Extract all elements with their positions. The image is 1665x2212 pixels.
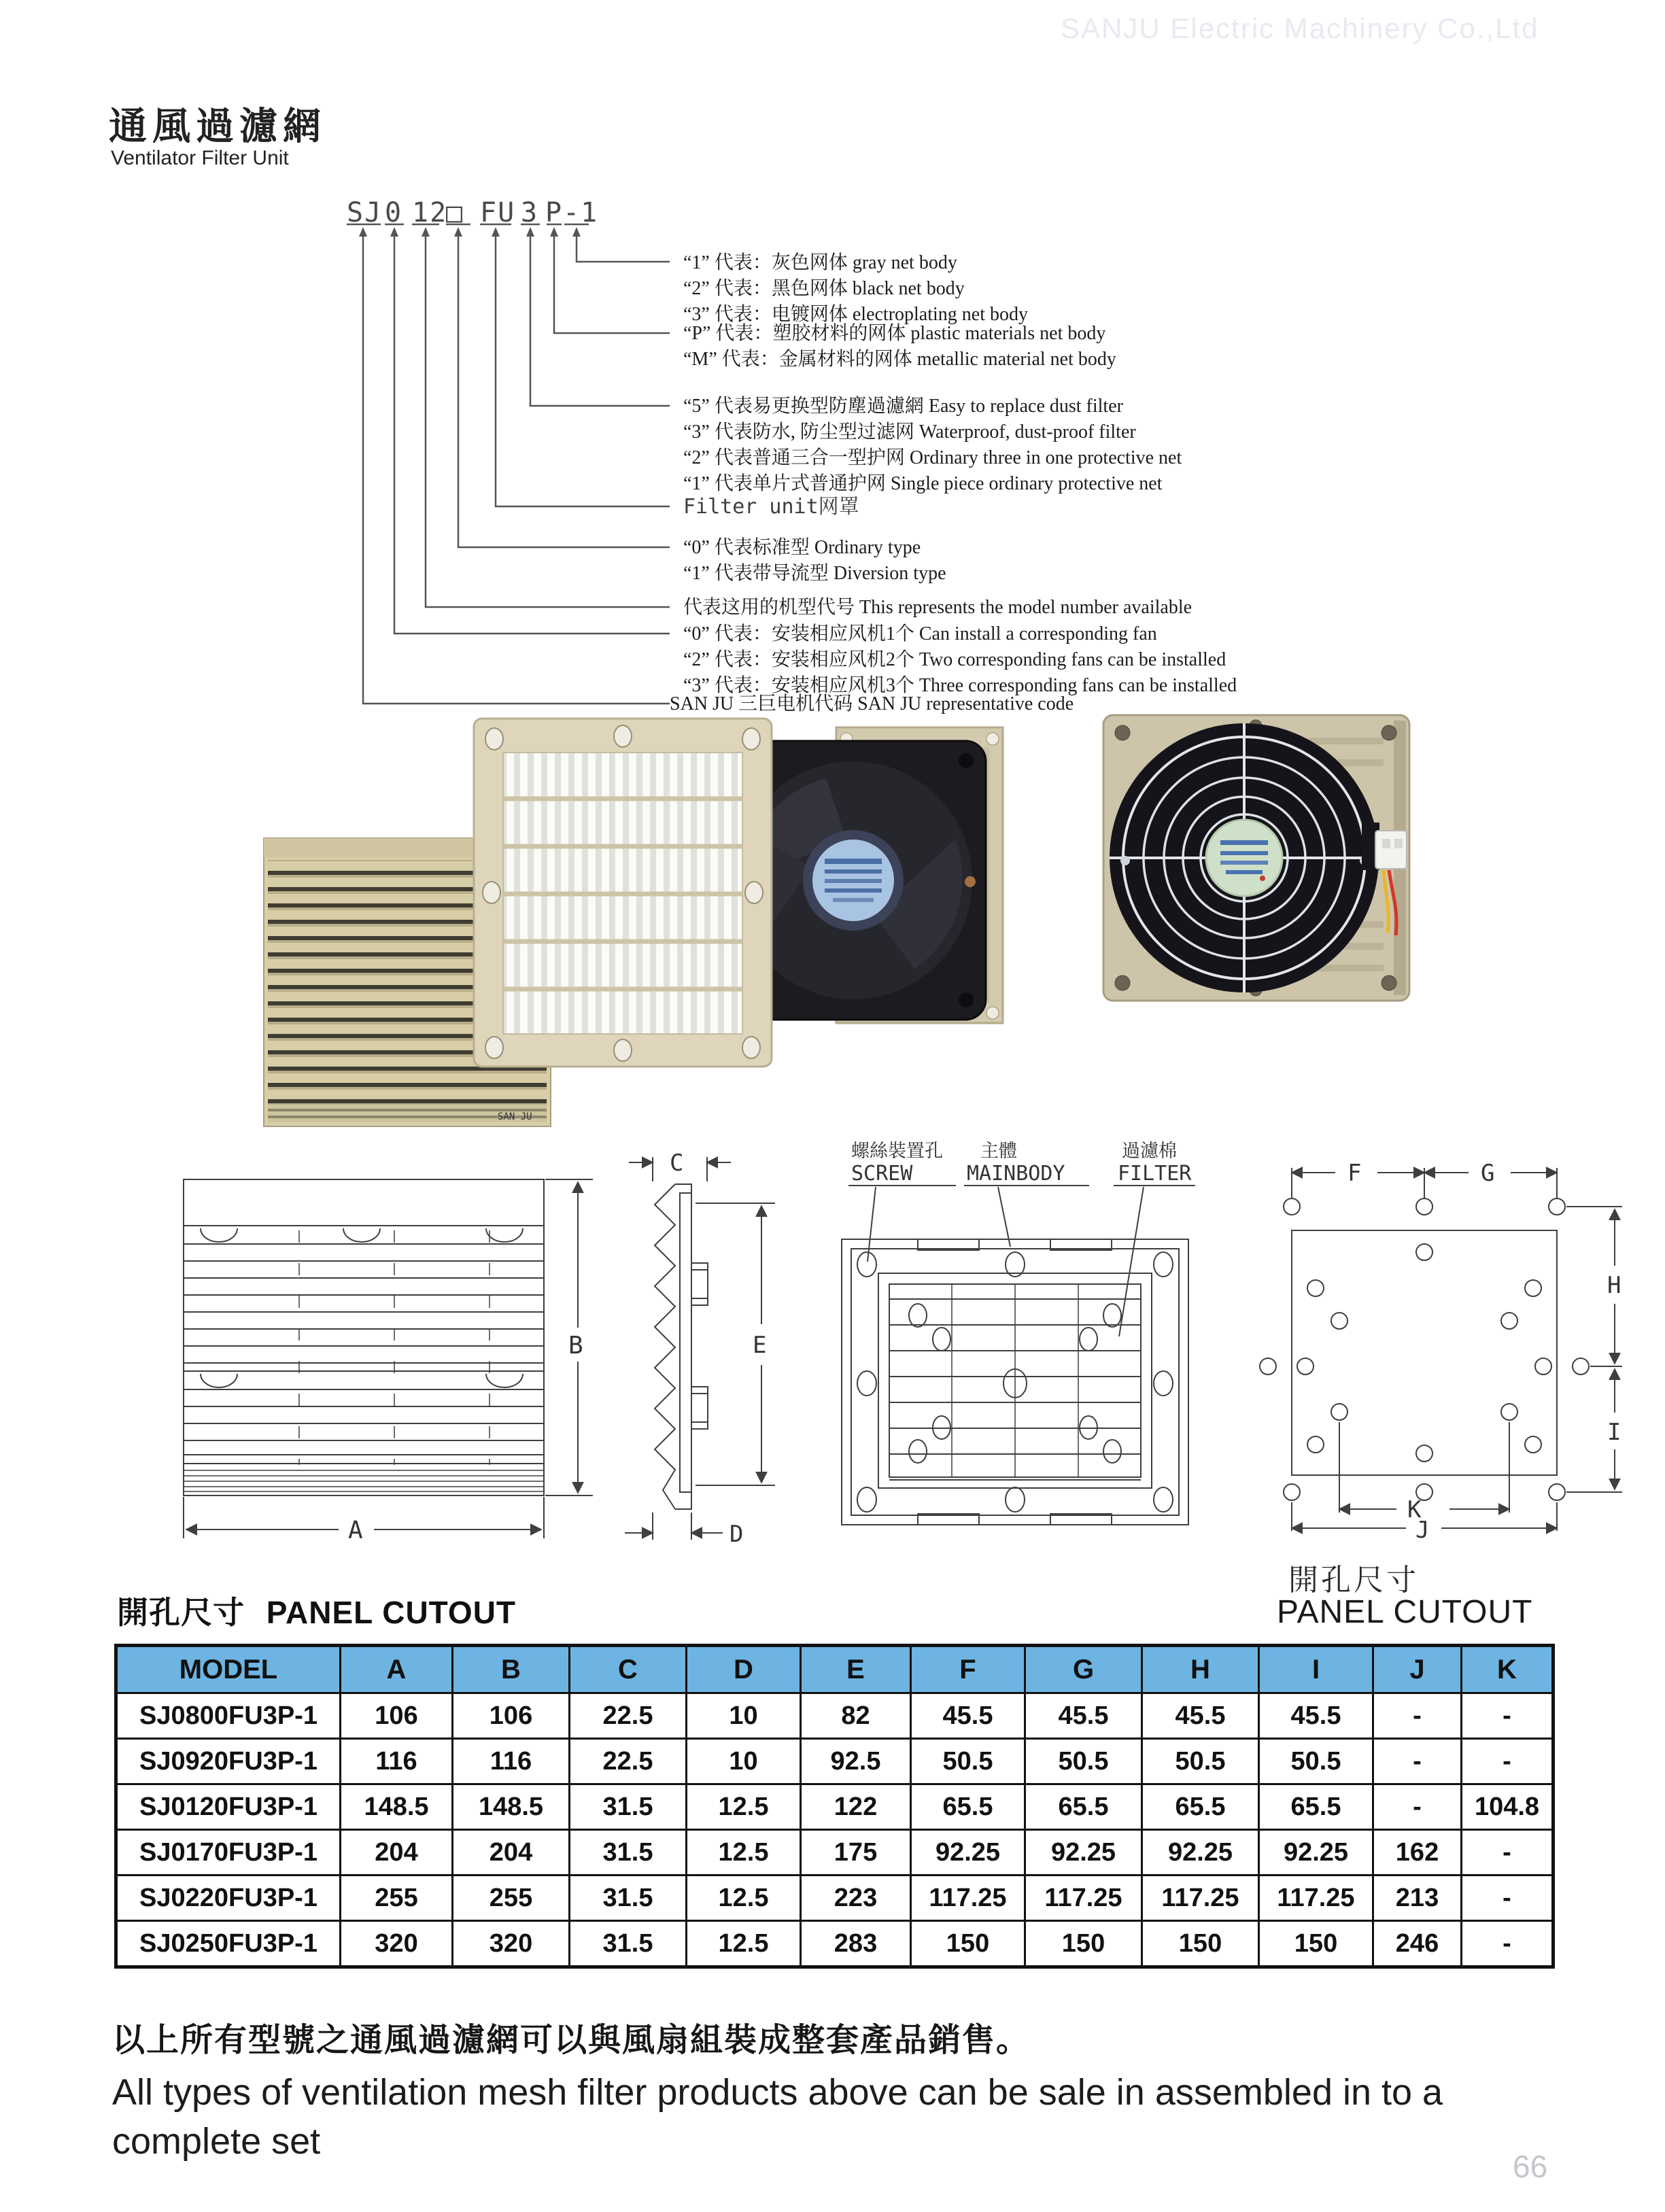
cell: - xyxy=(1373,1739,1462,1784)
decoder-line: “2” 代表普通三合一型护网 Ordinary three in one protective net xyxy=(683,447,1182,468)
cell: - xyxy=(1462,1693,1554,1739)
col-header-f: F xyxy=(911,1646,1025,1693)
cell: 31.5 xyxy=(570,1921,687,1967)
decoder-line: “2” 代表：安装相应风机2个 Two corresponding fans can be installed xyxy=(683,649,1226,670)
code-segment-box: □ xyxy=(446,197,464,228)
cell: 246 xyxy=(1373,1921,1462,1967)
cell: 22.5 xyxy=(570,1739,687,1784)
dim-label-c: C xyxy=(670,1150,684,1177)
cell: 92.5 xyxy=(801,1739,911,1784)
label-filter-zh: 過濾棉 xyxy=(1122,1141,1177,1162)
decoder-line: “5” 代表易更换型防塵過濾網 Easy to replace dust filter xyxy=(683,396,1123,417)
decoder-line: “1” 代表单片式普通护网 Single piece ordinary protective net xyxy=(683,473,1163,494)
cell: 223 xyxy=(801,1876,911,1921)
table-section-title-en: PANEL CUTOUT xyxy=(266,1595,517,1630)
page-title-zh: 通風過濾網 xyxy=(109,105,326,148)
assembled-fan-guard xyxy=(1110,723,1379,992)
cell: 31.5 xyxy=(570,1876,687,1921)
col-header-g: G xyxy=(1025,1646,1142,1693)
drawing-panel-cutout xyxy=(1244,1142,1645,1550)
table-row xyxy=(116,1876,1554,1921)
decoder-group-fan-count xyxy=(683,621,1237,699)
cell: 116 xyxy=(453,1739,570,1784)
decoder-group-standard-type xyxy=(683,535,946,587)
drawing-mainbody xyxy=(836,1135,1197,1536)
cell: 22.5 xyxy=(570,1693,687,1739)
cell: 150 xyxy=(1025,1921,1142,1967)
label-screw-en: SCREW xyxy=(851,1162,913,1186)
cell: 92.25 xyxy=(1025,1830,1142,1876)
cell-model: SJ0220FU3P-1 xyxy=(116,1876,341,1921)
decoder-group-filter-type xyxy=(683,394,1182,497)
table-row xyxy=(116,1921,1554,1967)
table-row xyxy=(116,1739,1554,1784)
cell: 65.5 xyxy=(1142,1784,1259,1830)
cell: - xyxy=(1462,1876,1554,1921)
decoder-line: “3” 代表：电镀网体 electroplating net body xyxy=(683,304,1028,325)
decoder-group-material xyxy=(683,321,1116,373)
cell-model: SJ0250FU3P-1 xyxy=(116,1921,341,1967)
col-header-j: J xyxy=(1373,1646,1462,1693)
table-header-row xyxy=(116,1646,1554,1693)
watermark-text: SANJU Electric Machinery Co.,Ltd xyxy=(1061,12,1539,44)
col-header-h: H xyxy=(1142,1646,1259,1693)
cell: - xyxy=(1373,1693,1462,1739)
cell: 12.5 xyxy=(687,1784,801,1830)
cell: 255 xyxy=(341,1876,453,1921)
code-segment-sj: SJ xyxy=(347,197,383,228)
cell: 65.5 xyxy=(1025,1784,1142,1830)
dim-label-d: D xyxy=(729,1521,744,1548)
cell: 10 xyxy=(687,1739,801,1784)
cell: 116 xyxy=(341,1739,453,1784)
decoder-line: “P” 代表：塑胶材料的网体 plastic materials net body xyxy=(683,323,1106,344)
cell-model: SJ0120FU3P-1 xyxy=(116,1784,341,1830)
cell: 50.5 xyxy=(1259,1739,1373,1784)
cell-model: SJ0920FU3P-1 xyxy=(116,1739,341,1784)
panel-cutout-table xyxy=(114,1644,1555,1969)
cell: 31.5 xyxy=(570,1830,687,1876)
cell: 12.5 xyxy=(687,1921,801,1967)
cell: 12.5 xyxy=(687,1830,801,1876)
decoder-group-netbody-color xyxy=(683,250,1028,328)
dim-label-a: A xyxy=(348,1517,363,1544)
code-segment-12: 12 xyxy=(412,197,448,228)
page-number: 66 xyxy=(1513,2149,1548,2184)
cell: 255 xyxy=(453,1876,570,1921)
dim-label-k: K xyxy=(1407,1496,1422,1523)
col-header-c: C xyxy=(570,1646,687,1693)
cell: 104.8 xyxy=(1462,1784,1554,1830)
decoder-line: Filter unit网罩 xyxy=(683,495,859,519)
cell: 320 xyxy=(453,1921,570,1967)
col-header-k: K xyxy=(1462,1646,1554,1693)
exploded-filter-frame xyxy=(474,719,772,1067)
cell: 92.25 xyxy=(1142,1830,1259,1876)
footer-note-en: All types of ventilation mesh filter products above can be sale in assembled in to a complete set xyxy=(112,2072,1443,2162)
cell: 283 xyxy=(801,1921,911,1967)
col-header-a: A xyxy=(341,1646,453,1693)
table-section-title xyxy=(117,1588,516,1633)
col-header-d: D xyxy=(687,1646,801,1693)
decoder-line: “3” 代表防水, 防尘型过滤网 Waterproof, dust-proof filter xyxy=(683,421,1136,443)
decoder-line: “M” 代表：金属材料的网体 metallic material net body xyxy=(683,349,1116,370)
dim-label-h: H xyxy=(1607,1272,1621,1299)
cell: 148.5 xyxy=(341,1784,453,1830)
cell: 65.5 xyxy=(1259,1784,1373,1830)
cell: 92.25 xyxy=(911,1830,1025,1876)
cell: 106 xyxy=(341,1693,453,1739)
decoder-connector-lines xyxy=(340,222,693,718)
cell: 106 xyxy=(453,1693,570,1739)
cell: - xyxy=(1462,1921,1554,1967)
cell: 320 xyxy=(341,1921,453,1967)
cell: 150 xyxy=(911,1921,1025,1967)
label-mainbody-zh: 主體 xyxy=(980,1141,1017,1162)
dim-label-g: G xyxy=(1481,1160,1495,1187)
decoder-line: “2” 代表：黑色网体 black net body xyxy=(683,278,965,299)
cell: 45.5 xyxy=(1259,1693,1373,1739)
page-title-en: Ventilator Filter Unit xyxy=(111,147,289,169)
decoder-line: “3” 代表：安装相应风机3个 Three corresponding fans can be installed xyxy=(683,675,1237,696)
cell: 12.5 xyxy=(687,1876,801,1921)
cell: 45.5 xyxy=(911,1693,1025,1739)
decoder-line: “0” 代表：安装相应风机1个 Can install a corresponding fan xyxy=(683,623,1157,644)
cell: 117.25 xyxy=(1025,1876,1142,1921)
dim-label-e: E xyxy=(753,1332,767,1359)
cell: 45.5 xyxy=(1025,1693,1142,1739)
cell-model: SJ0170FU3P-1 xyxy=(116,1830,341,1876)
dim-label-f: F xyxy=(1348,1160,1362,1187)
cell: 82 xyxy=(801,1693,911,1739)
cell: 175 xyxy=(801,1830,911,1876)
cell: 92.25 xyxy=(1259,1830,1373,1876)
cell: 50.5 xyxy=(1025,1739,1142,1784)
decoder-line: “1” 代表带导流型 Diversion type xyxy=(683,563,946,584)
label-screw-zh: 螺絲裝置孔 xyxy=(851,1141,943,1162)
table-row xyxy=(116,1693,1554,1739)
dim-label-i: I xyxy=(1607,1419,1621,1446)
cell: 204 xyxy=(453,1830,570,1876)
cell: 150 xyxy=(1142,1921,1259,1967)
drawing-side-profile xyxy=(615,1142,819,1550)
label-filter-en: FILTER xyxy=(1118,1162,1192,1186)
code-segment-0: 0 xyxy=(385,197,403,228)
cell: 204 xyxy=(341,1830,453,1876)
cell: 50.5 xyxy=(1142,1739,1259,1784)
cutout-caption-en: PANEL CUTOUT xyxy=(1277,1594,1533,1630)
cell: 213 xyxy=(1373,1876,1462,1921)
cutout-caption-zh: 開孔尺寸 xyxy=(1288,1563,1419,1597)
cell: 65.5 xyxy=(911,1784,1025,1830)
cell: 162 xyxy=(1373,1830,1462,1876)
table-row xyxy=(116,1784,1554,1830)
col-header-model: MODEL xyxy=(116,1646,341,1693)
col-header-b: B xyxy=(453,1646,570,1693)
drawing-louver-front xyxy=(170,1166,619,1560)
dim-label-j: J xyxy=(1415,1517,1430,1544)
decoder-line: “0” 代表标准型 Ordinary type xyxy=(683,537,921,558)
code-segment-fu: FU xyxy=(480,197,516,228)
product-photo-exploded xyxy=(466,710,1010,1077)
dim-label-b: B xyxy=(568,1332,583,1360)
cell: 148.5 xyxy=(453,1784,570,1830)
decoder-line: SAN JU 三巨电机代码 SAN JU representative code xyxy=(670,693,1074,714)
product-photo-assembled xyxy=(1084,700,1428,1016)
cell: 117.25 xyxy=(1259,1876,1373,1921)
decoder-group-model-number xyxy=(683,595,1192,621)
cell: - xyxy=(1462,1739,1554,1784)
label-mainbody-en: MAINBODY xyxy=(967,1162,1065,1186)
cell: 150 xyxy=(1259,1921,1373,1967)
cell: 117.25 xyxy=(911,1876,1025,1921)
cell: 117.25 xyxy=(1142,1876,1259,1921)
grille-logo: SAN JU xyxy=(498,1111,532,1122)
cell-model: SJ0800FU3P-1 xyxy=(116,1693,341,1739)
code-segment-3: 3 xyxy=(521,197,539,228)
footer-note-zh: 以上所有型號之通風過濾網可以與風扇組裝成整套產品銷售。 xyxy=(112,2022,1031,2058)
table-row xyxy=(116,1830,1554,1876)
code-segment-p1: P-1 xyxy=(545,197,599,228)
cell: 50.5 xyxy=(911,1739,1025,1784)
cell: 31.5 xyxy=(570,1784,687,1830)
col-header-i: I xyxy=(1259,1646,1373,1693)
decoder-line: 代表这用的机型代号 This represents the model number available xyxy=(683,597,1192,618)
cell: - xyxy=(1373,1784,1462,1830)
decoder-line: “1” 代表：灰色网体 gray net body xyxy=(683,252,957,273)
cell: 45.5 xyxy=(1142,1693,1259,1739)
cell: - xyxy=(1462,1830,1554,1876)
table-section-title-zh: 開孔尺寸 xyxy=(117,1595,245,1630)
cell: 122 xyxy=(801,1784,911,1830)
decoder-group-filter-unit xyxy=(683,494,859,520)
cell: 10 xyxy=(687,1693,801,1739)
col-header-e: E xyxy=(801,1646,911,1693)
